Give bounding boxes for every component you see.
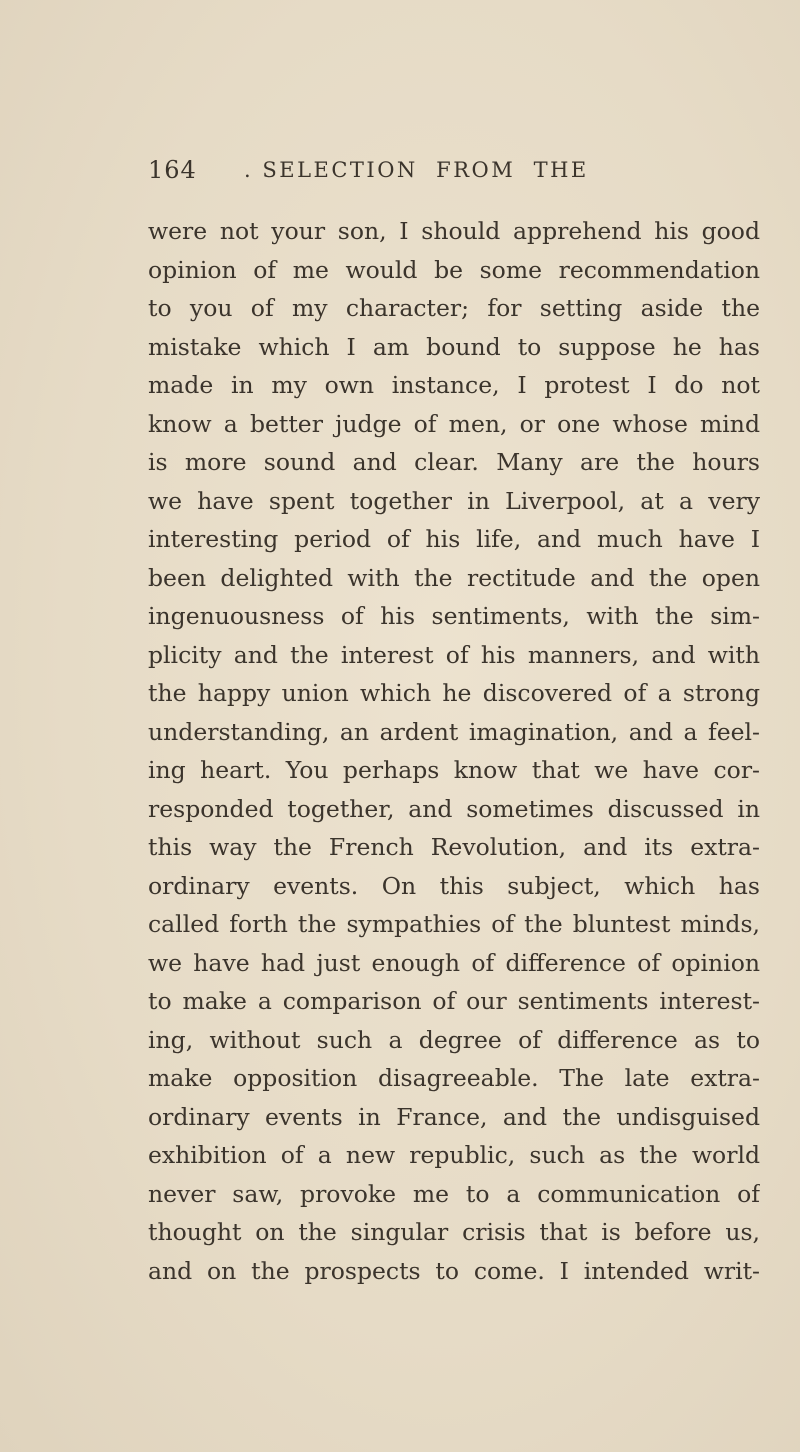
text-line: responded together, and sometimes discussed in	[148, 794, 760, 823]
text-line: plicity and the interest of his manners, and with	[148, 640, 760, 669]
text-line: ordinary events in France, and the undisguised	[148, 1102, 760, 1131]
text-line: interesting period of his life, and much have I	[148, 525, 760, 553]
text-line: make opposition disagreeable. The late extra-	[148, 1064, 760, 1092]
text-line: mistake which I am bound to suppose he has	[148, 332, 760, 361]
text-line: and on the prospects to come. I intended writ-	[148, 1256, 760, 1285]
text-line: exhibition of a new republic, such as the world	[148, 1141, 760, 1169]
text-line: the happy union which he discovered of a strong	[148, 679, 760, 707]
body-text	[148, 212, 760, 1290]
page-header	[148, 156, 748, 196]
text-line: we have had just enough of difference of opinion	[148, 948, 760, 977]
text-line: this way the French Revolution, and its extra-	[148, 833, 760, 861]
text-line: understanding, an ardent imagination, and a feel-	[148, 717, 760, 746]
text-line: ordinary events. On this subject, which has	[148, 871, 760, 900]
text-line: called forth the sympathies of the bluntest minds,	[148, 910, 760, 938]
text-line: to you of my character; for setting aside the	[148, 294, 760, 322]
text-line: ing, without such a degree of difference as to	[148, 1025, 760, 1054]
text-line: know a better judge of men, or one whose mind	[148, 409, 760, 438]
text-line: ing heart. You perhaps know that we have cor-	[148, 756, 760, 784]
text-line: to make a comparison of our sentiments interest-	[148, 987, 760, 1015]
text-line: ingenuousness of his sentiments, with the sim-	[148, 602, 760, 630]
page-number: 164	[148, 156, 197, 184]
running-head: . SELECTION FROM THE	[244, 158, 589, 182]
text-line: made in my own instance, I protest I do not	[148, 371, 760, 399]
text-line: we have spent together in Liverpool, at a very	[148, 486, 760, 515]
text-line: were not your son, I should apprehend his good	[148, 217, 760, 245]
text-line: opinion of me would be some recommendation	[148, 255, 760, 284]
text-line: is more sound and clear. Many are the hours	[148, 448, 760, 476]
text-line: never saw, provoke me to a communication of	[148, 1179, 760, 1208]
text-line: thought on the singular crisis that is before us,	[148, 1218, 760, 1246]
text-line: been delighted with the rectitude and the open	[148, 563, 760, 592]
